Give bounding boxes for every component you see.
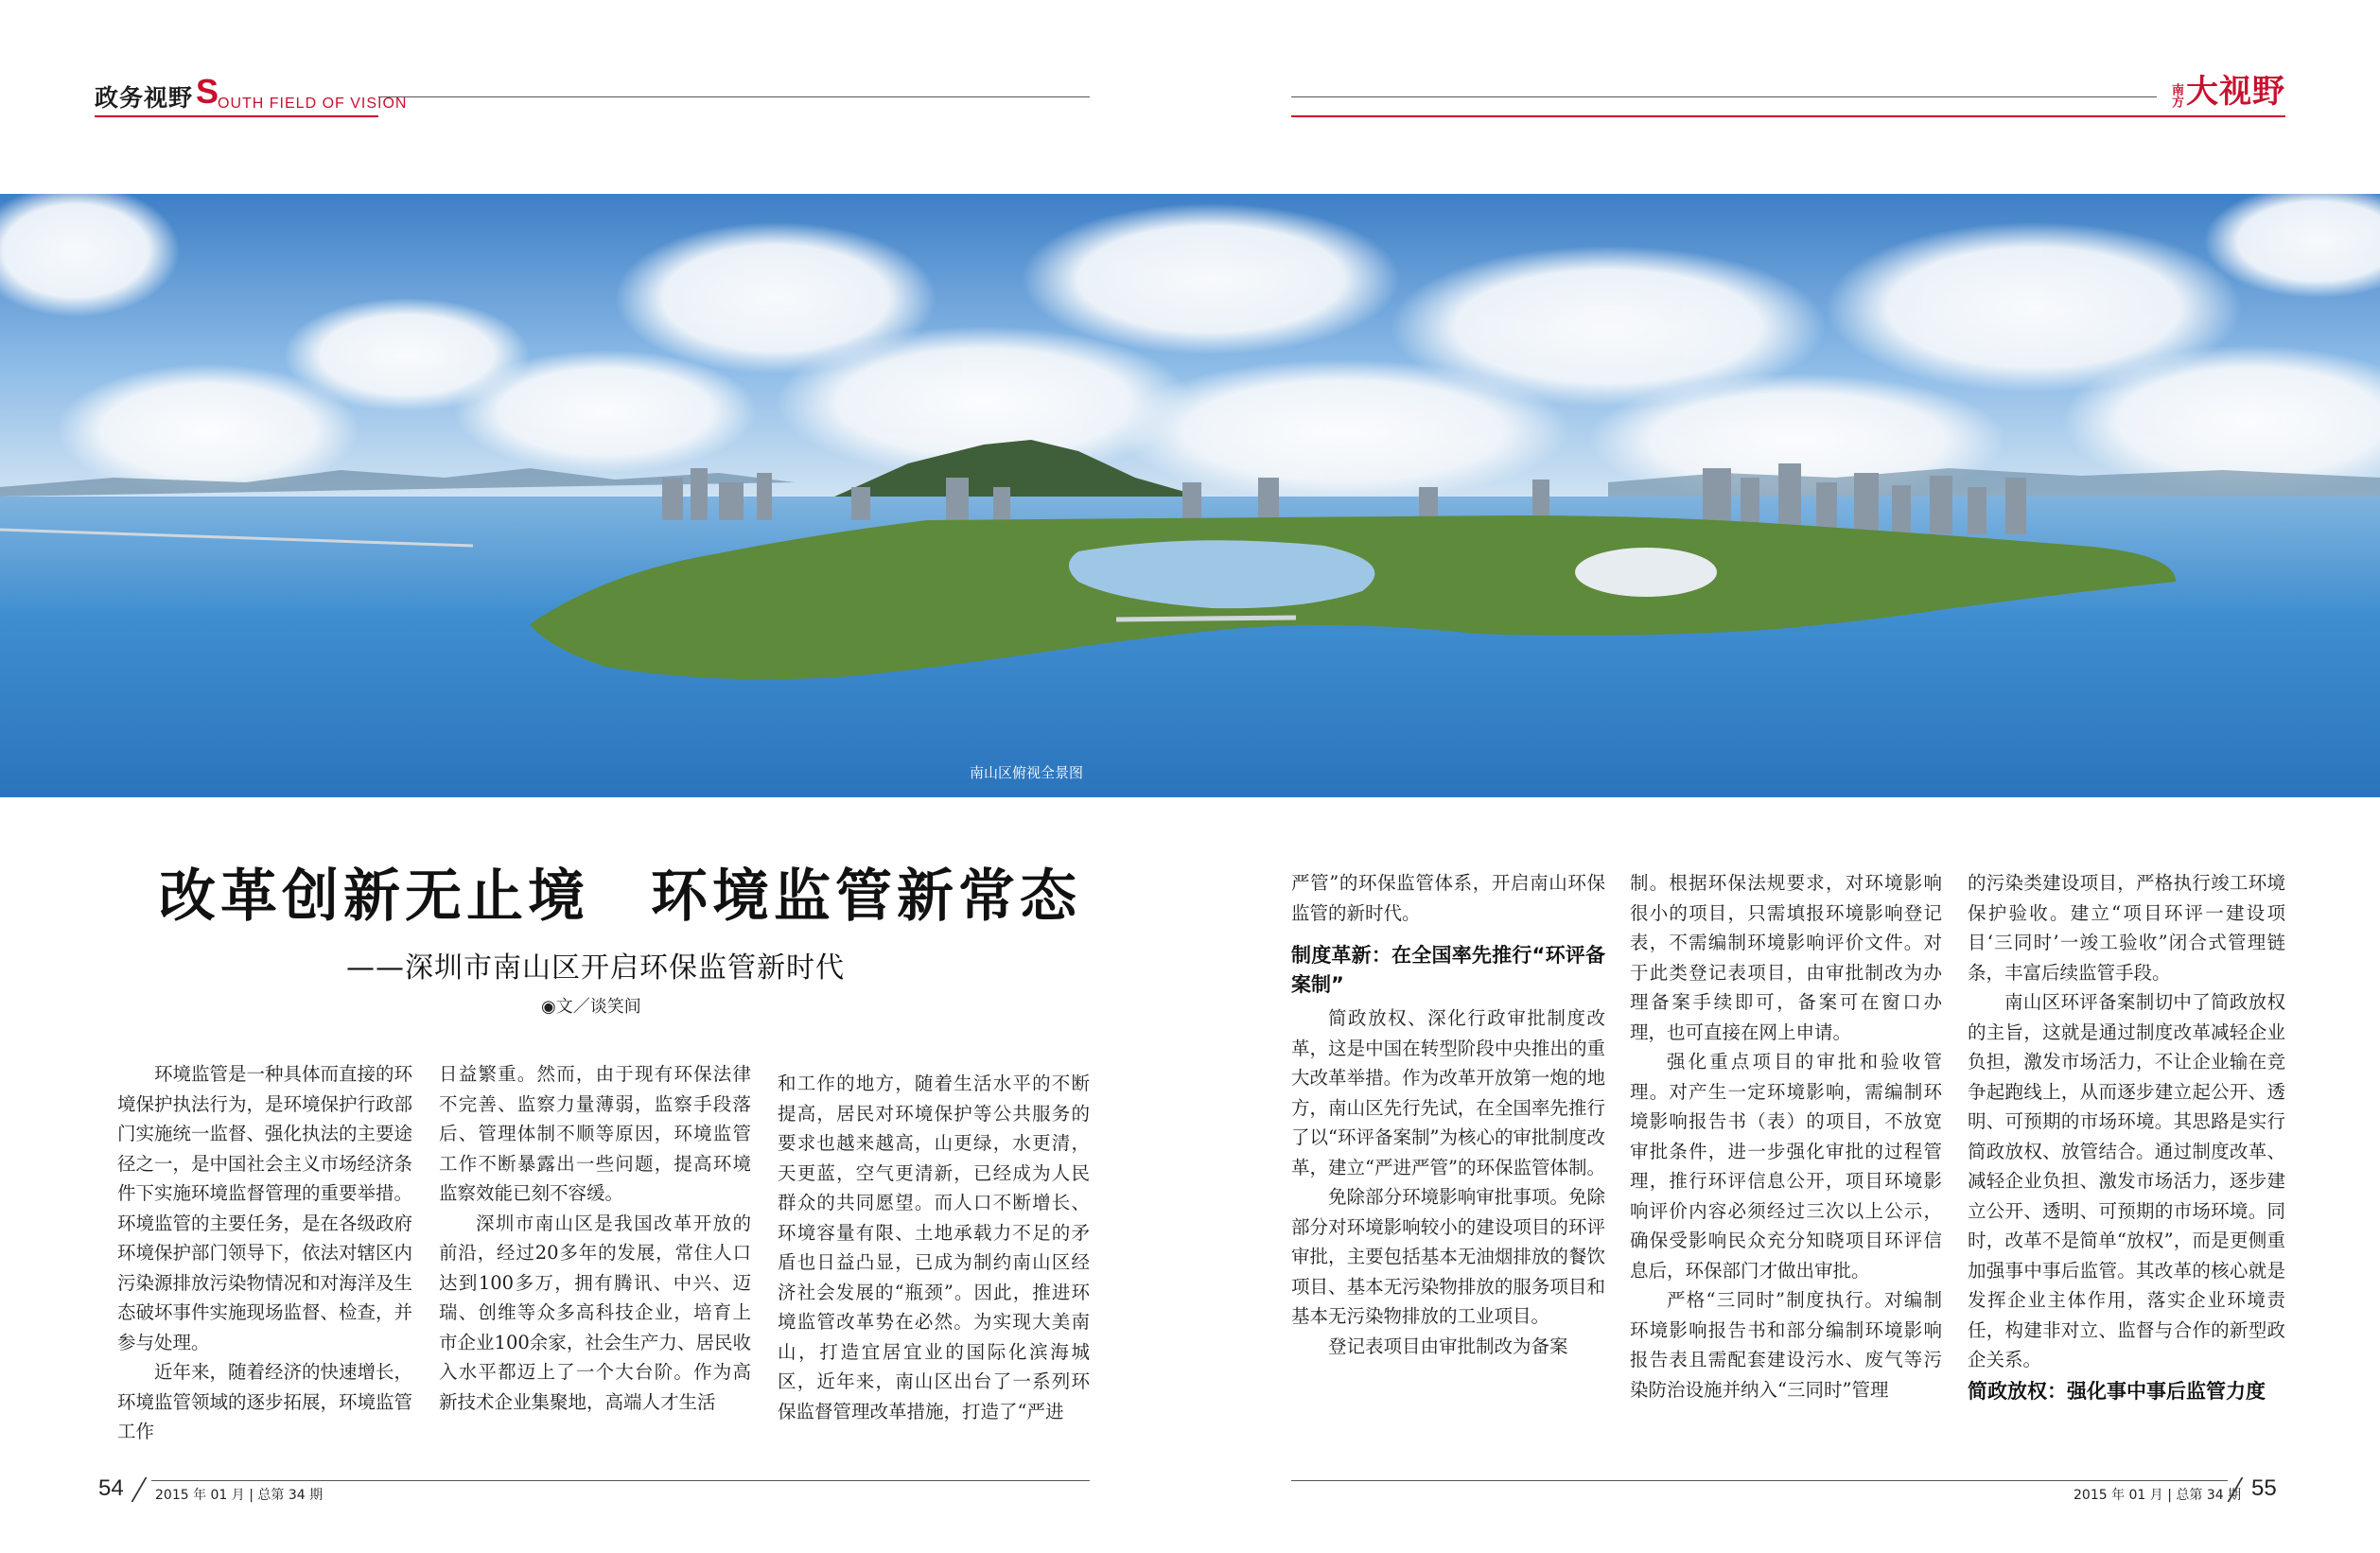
inner-bridge [1116,618,1296,619]
header-rule-left [378,96,1090,97]
issue-label-left: 2015 年 01 月 | 总第 34 期 [155,1488,324,1503]
column-4 [1291,868,1605,1361]
article-title: 改革创新无止境 环境监管新常态 [159,864,1081,930]
article-byline: ◉文／谈笑间 [541,997,641,1017]
column-1 [117,1059,412,1447]
paragraph: 近年来，随着经济的快速增长，环境监管领域的逐步拓展，环境监管工作 [117,1361,413,1442]
section-heading: 制度革新：在全国率先推行“环评备案制” [1291,944,1605,996]
column-3 [778,1069,1090,1426]
paragraph: 和工作的地方，随着生活水平的不断提高，居民对环境保护等公共服务的要求也越来越高，山更绿，水更清，天更蓝，空气更清新，已经成为人民群众的共同愿望。而人口不断增长、环境容量有限、土地承载力不足的矛盾也日益凸显，已成为制约南山区经济社会发展的“瓶颈”。因此，推进环境监管改革势在必然。为实现大美南山，打造宜居宜业的国际化滨海城区，近年来，南山区出台了一系列环保监督管理改革措施，打造了“严进 [778,1073,1090,1422]
header-rule-red-right [1291,115,2285,117]
panorama-illustration [0,194,2380,797]
paragraph: 简政放权、深化行政审批制度改革，这是中国在转型阶段中央推出的重大改革举措。作为改革开放第一炮的地方，南山区先行先试，在全国率先推行了以“环评备案制”为核心的审批制度改革，建立“严进严管”的环保监管体制。 [1291,1007,1605,1178]
section-name-en: OUTH FIELD OF VISION [218,96,408,112]
paragraph: 严管”的环保监管体系，开启南山环保监管的新时代。 [1291,872,1605,924]
stadium [1575,548,1717,597]
paragraph: 强化重点项目的审批和验收管理。对产生一定环境影响，需编制环境影响报告书（表）的项目，不放宽审批条件，进一步强化审批的过程管理，推行环评信息公开，项目环境影响评价内容必须经过三次以上公示，确保受影响民众充分知晓项目环评信息后，环保部门才做出审批。 [1630,1051,1942,1282]
page-number-right: 55 [2251,1475,2277,1501]
header-rule-red-left [95,115,378,117]
paragraph: 的污染类建设项目，严格执行竣工环境保护验收。建立“项目环评一建设项目‘三同时’一竣工验收”闭合式管理链条，丰富后续监管手段。 [1968,872,2285,984]
paragraph: 制。根据环保法规要求，对环境影响很小的项目，只需填报环境影响登记表，不需编制环境影响评价文件。对于此类登记表项目，由审批制改为办理备案手续即可，备案可在窗口办理，也可直接在网上申请。 [1630,872,1942,1043]
column-5 [1630,868,1942,1405]
page-number-left: 54 [98,1475,124,1501]
issue-label-right: 2015 年 01 月 | 总第 34 期 [2074,1488,2242,1503]
paragraph: 深圳市南山区是我国改革开放的前沿，经过20多年的发展，常住人口达到100多万，拥有腾讯、中兴、迈瑞、创维等众多高科技企业，培育上市企业100余家，社会生产力、居民收入水平都迈上了一个大台阶。作为高新技术企业集聚地，高端人才生活 [439,1212,751,1413]
column-6 [1968,868,2285,1410]
section-name-initial: S [196,72,219,111]
footer-rule-left [151,1480,1090,1481]
column-2 [439,1059,751,1417]
section-name-right: 大视野 [2186,73,2285,111]
header-rule-right [1291,96,2157,97]
section-heading: 简政放权：强化事中事后监管力度 [1968,1379,2266,1403]
article-subtitle: ——深圳市南山区开启环保监管新时代 [346,951,845,985]
paragraph: 环境监管是一种具体而直接的环境保护执法行为，是环境保护行政部门实施统一监督、强化执法的主要途径之一，是中国社会主义市场经济条件下实施环境监督管理的重要举措。环境监管的主要任务，是在各级政府环境保护部门领导下，依法对辖区内污染源排放污染物情况和对海洋及生态破坏事件实施现场监督、检查，并参与处理。 [117,1063,413,1353]
section-name-cn: 政务视野 [95,84,194,112]
logo-mark: 南方 [2169,83,2183,108]
paragraph: 南山区环评备案制切中了简政放权的主旨，这就是通过制度改革减轻企业负担，激发市场活力，不让企业输在竞争起跑线上，从而逐步建立起公开、透明、可预期的市场环境。其思路是实行简政放权、放管结合。通过制度改革、减轻企业负担、激发市场活力，逐步建立公开、透明、可预期的市场环境。同时，改革不是简单“放权”，而是更侧重加强事中事后监管。其改革的核心就是发挥企业主体作用，落实企业环境责任，构建非对立、监督与合作的新型政企关系。 [1968,991,2285,1370]
paragraph: 登记表项目由审批制改为备案 [1328,1335,1568,1357]
paragraph: 免除部分环境影响审批事项。免除部分对环境影响较小的建设项目的环评审批，主要包括基本无油烟排放的餐饮项目、基本无污染物排放的服务项目和基本无污染物排放的工业项目。 [1291,1186,1605,1327]
paragraph: 日益繁重。然而，由于现有环保法律不完善、监察力量薄弱，监察手段落后、管理体制不顺等原因，环境监管工作不断暴露出一些问题，提高环境监察效能已刻不容缓。 [439,1063,751,1204]
paragraph: 严格“三同时”制度执行。对编制环境影响报告书和部分编制环境影响报告表且需配套建设污水、废气等污染防治设施并纳入“三同时”管理 [1630,1289,1942,1401]
magazine-logo [2169,73,2285,111]
photo-caption: 南山区俯视全景图 [970,764,1084,781]
footer-rule-right [1291,1480,2228,1481]
panorama-photo [0,194,2380,797]
